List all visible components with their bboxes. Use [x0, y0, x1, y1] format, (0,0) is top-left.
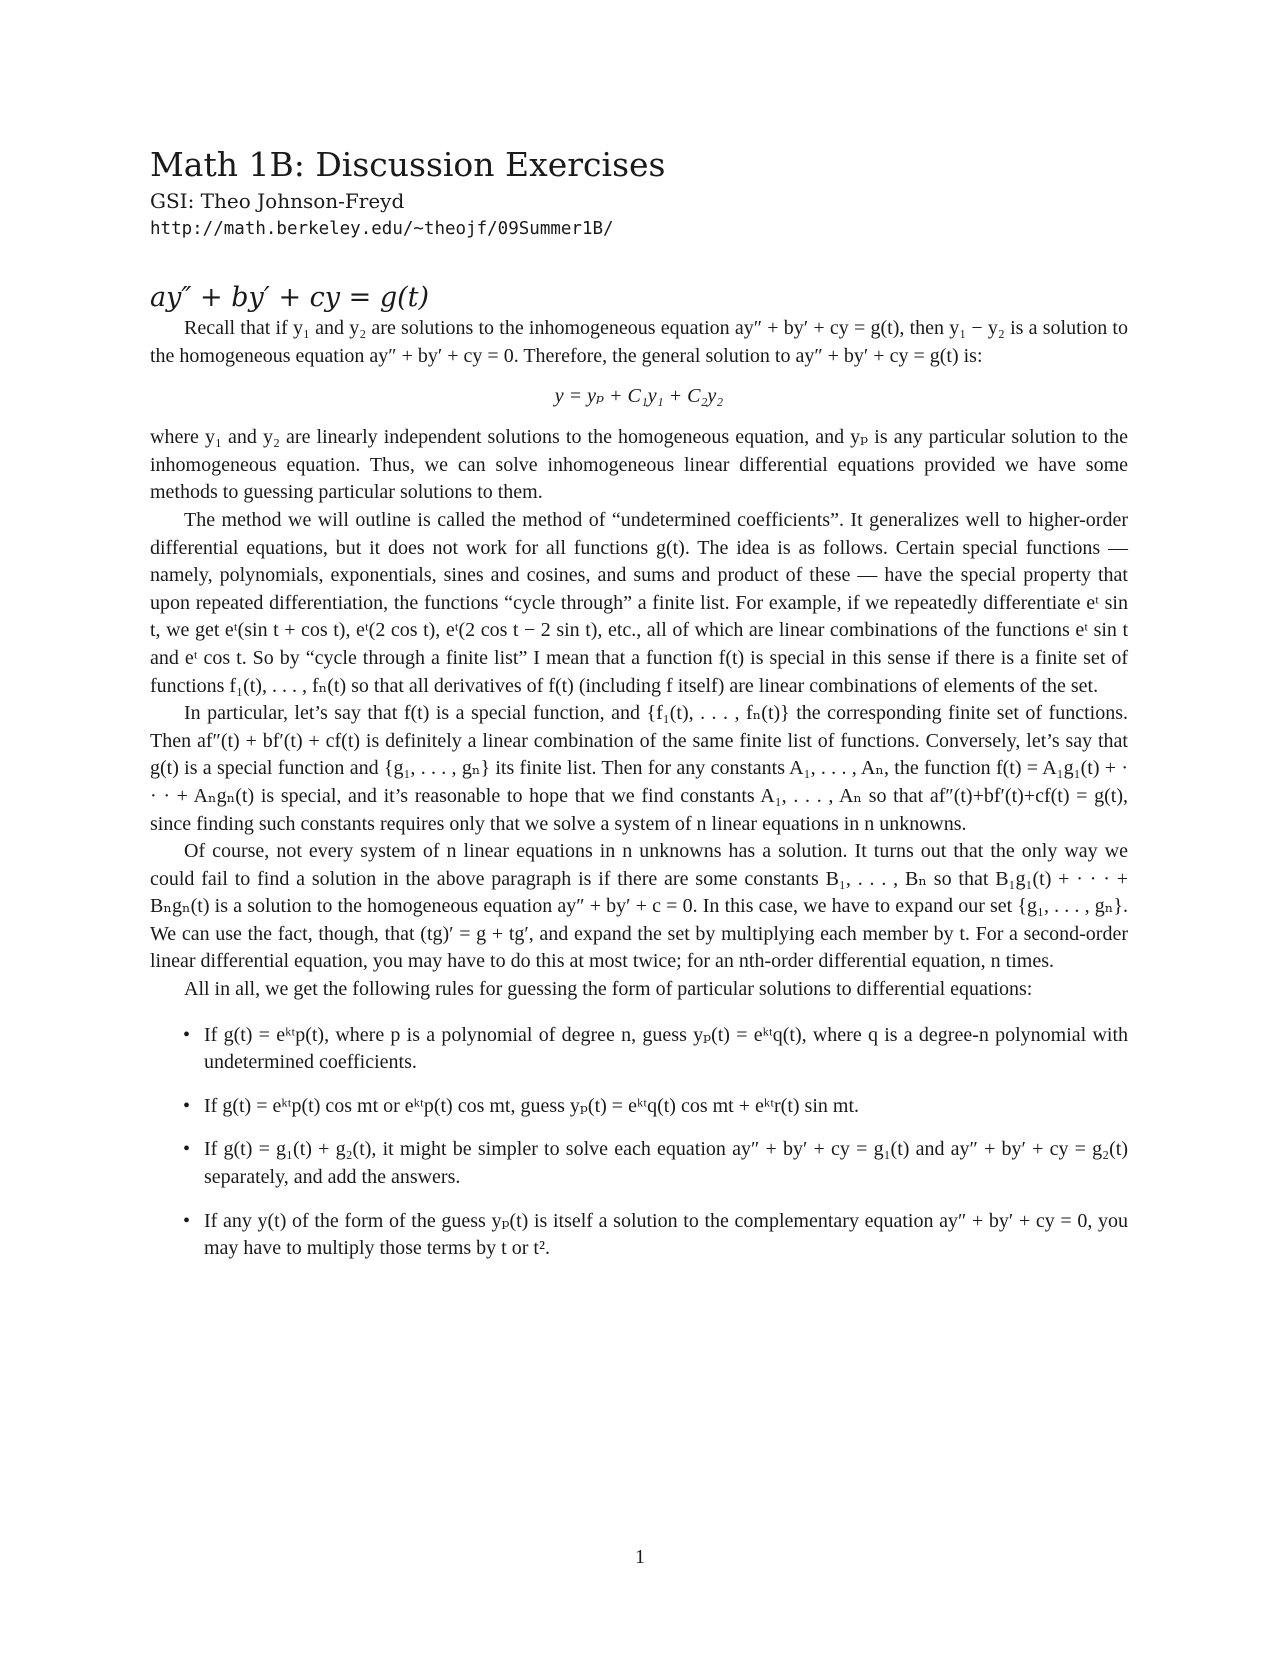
- rule-text: If any y(t) of the form of the guess yₚ(t) is itself a solution to the complementary equation ay″ + by′ + cy = 0, you may have to multiply those terms by t or t².: [204, 1209, 1128, 1260]
- rule-text: If g(t) = eᵏᵗp(t), where p is a polynomial of degree n, guess yₚ(t) = eᵏᵗq(t), where q is a degree-n polynomial with undetermined coefficients.: [204, 1023, 1128, 1074]
- bullet-icon: •: [183, 1209, 191, 1232]
- document-page: [150, 145, 1128, 1279]
- section-heading: ay″ + by′ + cy = g(t): [150, 282, 430, 313]
- paragraph-recall: Recall that if y₁ and y₂ are solutions to the inhomogeneous equation ay″ + by′ + cy = g(t), then y₁ − y₂ is a solution to the homogeneous equation ay″ + by′ + cy = 0. Therefore, the general solution to ay″ + by′ + cy = g(t) is:: [150, 317, 1128, 367]
- course-url[interactable]: http://math.berkeley.edu/~theojf/09Summer1B/: [150, 219, 614, 239]
- paragraph-in-particular: In particular, let’s say that f(t) is a special function, and {f₁(t), . . . , fₙ(t)} the corresponding finite set of functions. Then af″(t) + bf′(t) + cf(t) is definitely a linear combination of the same finite list of functions. Conversely, let’s say that g(t) is a special function and {g₁, . . . , gₙ} its finite list. Then for any constants A₁, . . . , Aₙ, the function f(t) = A₁g₁(t) + · · · + Aₙgₙ(t) is special, and it’s reasonable to hope that we find constants A₁, . . . , Aₙ so that af″(t)+bf′(t)+cf(t) = g(t), since finding such constants requires only that we solve a system of n linear equations in n unknowns.: [150, 702, 1128, 835]
- page-number: 1: [635, 1546, 645, 1568]
- paragraph-of-course: Of course, not every system of n linear equations in n unknowns has a solution. It turns out that the only way we could fail to find a solution in the above paragraph is if there are some constants B₁, . . . , Bₙ so that B₁g₁(t) + · · · + Bₙgₙ(t) is a solution to the homogeneous equation ay″ + by′ + c = 0. In this case, we have to expand our set {g₁, . . . , gₙ}. We can use the fact, though, that (tg)′ = g + tg′, and expand the set by multiplying each member by t. For a second-order linear differential equation, you may have to do this at most twice; for an nth-order differential equation, n times.: [150, 840, 1128, 973]
- list-item: [150, 1022, 1128, 1077]
- bullet-icon: •: [183, 1094, 191, 1117]
- rule-text: If g(t) = g₁(t) + g₂(t), it might be simpler to solve each equation ay″ + by′ + cy = g₁(t) and ay″ + by′ + cy = g₂(t) separately, and add the answers.: [204, 1138, 1128, 1189]
- paragraph-where: where y₁ and y₂ are linearly independent solutions to the homogeneous equation, and yₚ is any particular solution to the inhomogeneous equation. Thus, we can solve inhomogeneous linear differential equations provided we have some methods to guessing particular solutions to them.: [150, 426, 1128, 504]
- paragraph-method: The method we will outline is called the method of “undetermined coefficients”. It generalizes well to higher-order differential equations, but it does not work for all functions g(t). The idea is as follows. Certain special functions — namely, polynomials, exponentials, sines and cosines, and sums and product of these — have the special property that upon repeated differentiation, the functions “cycle through” a finite list. For example, if we repeatedly differentiate eᵗ sin t, we get eᵗ(sin t + cos t), eᵗ(2 cos t), eᵗ(2 cos t − 2 sin t), etc., all of which are linear combinations of the functions eᵗ sin t and eᵗ cos t. So by “cycle through a finite list” I mean that a function f(t) is special in this sense if there is a finite set of functions f₁(t), . . . , fₙ(t) so that all derivatives of f(t) (including f itself) are linear combinations of elements of the set.: [150, 508, 1128, 697]
- list-item: [150, 1208, 1128, 1263]
- page-title: Math 1B: Discussion Exercises: [150, 145, 666, 184]
- list-item: [150, 1136, 1128, 1191]
- paragraph-all-in-all: All in all, we get the following rules for guessing the form of particular solutions to differential equations:: [184, 978, 1033, 1001]
- gsi-line: GSI: Theo Johnson-Freyd: [150, 189, 405, 213]
- bullet-icon: •: [183, 1023, 191, 1046]
- rules-list: [150, 1022, 1128, 1263]
- section-body: [150, 315, 1128, 1263]
- general-solution-equation: y = yₚ + C₁y₁ + C₂y₂: [554, 385, 724, 408]
- list-item: [150, 1093, 1128, 1121]
- bullet-icon: •: [183, 1138, 191, 1161]
- rule-text: If g(t) = eᵏᵗp(t) cos mt or eᵏᵗp(t) cos mt, guess yₚ(t) = eᵏᵗq(t) cos mt + eᵏᵗr(t) sin mt.: [204, 1094, 860, 1117]
